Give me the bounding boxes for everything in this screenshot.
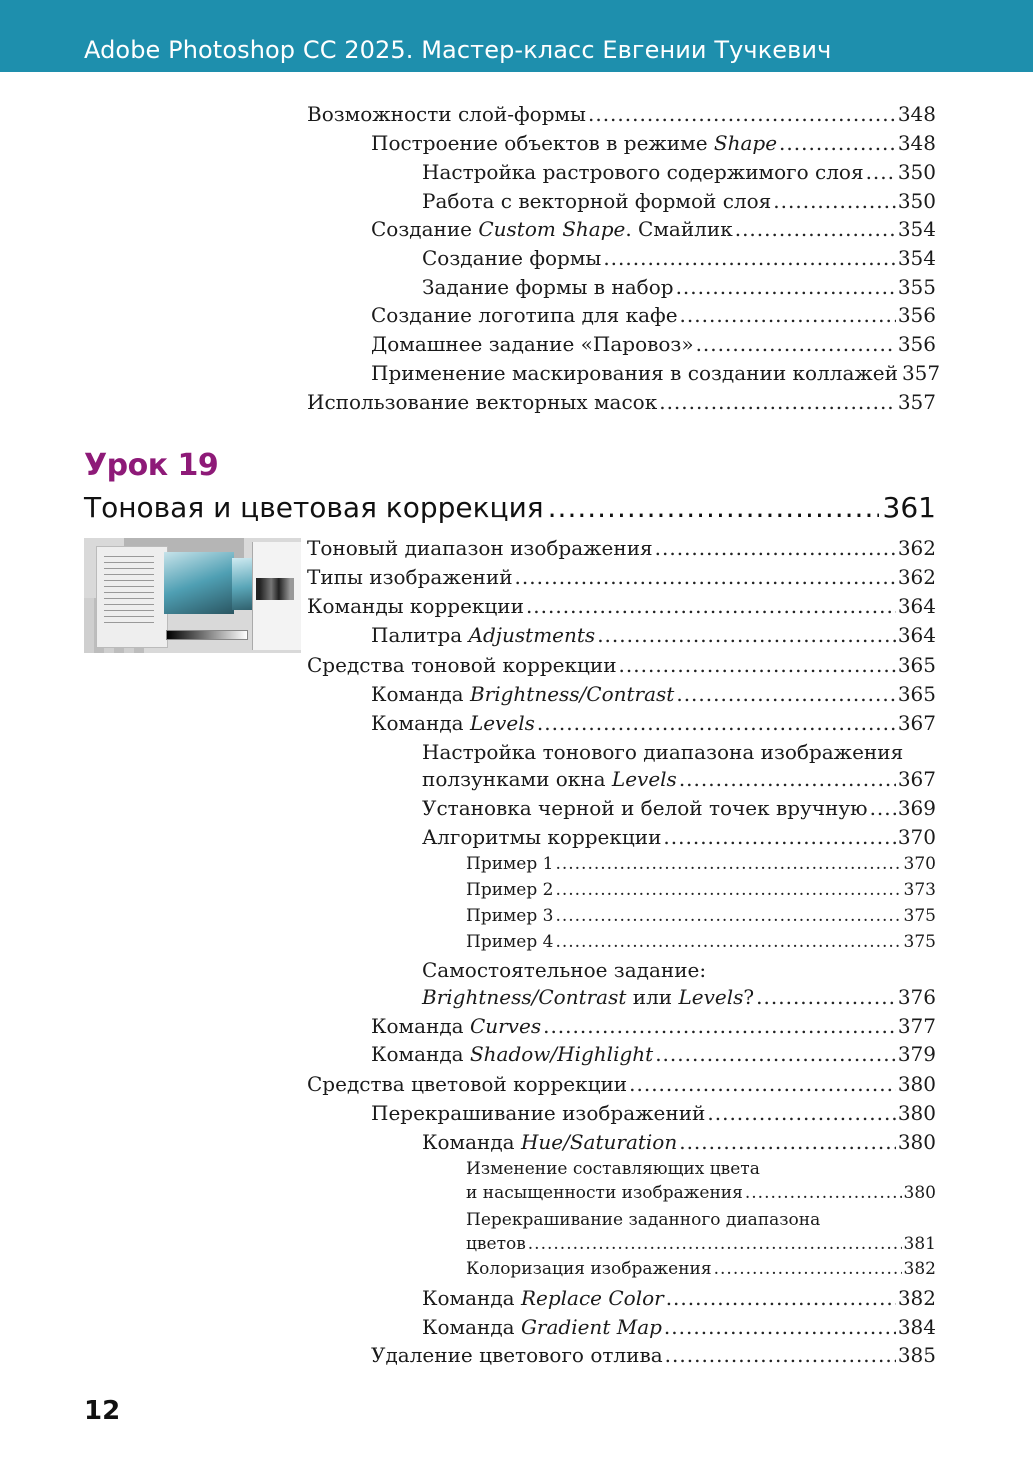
toc-entry: Построение объектов в режиме Shape ..... 348: [371, 130, 936, 156]
toc-entry: Использование векторных масок ..... 357: [307, 389, 936, 415]
toc-entry-line1: Изменение составляющих цвета: [466, 1159, 760, 1179]
toc-entry: Пример 1 ..... 370: [466, 852, 936, 876]
toc-entry: Средства тоновой коррекции ..... 365: [307, 652, 936, 678]
toc-entry: Пример 2 ..... 373: [466, 878, 936, 902]
toc-entry: Средства цветовой коррекции ..... 380: [307, 1071, 936, 1097]
page-number: 12: [84, 1396, 121, 1426]
toc-entry-line1: Перекрашивание заданного диапазона: [466, 1210, 821, 1230]
toc-entry: Brightness/Contrast или Levels? ..... 376: [422, 984, 936, 1010]
toc-entry: Настройка растрового содержимого слоя ..... 350: [422, 159, 936, 185]
page-header-band: [0, 0, 1033, 72]
toc-entry: Перекрашивание изображений ..... 380: [371, 1100, 936, 1126]
toc-entry-line1: Настройка тонового диапазона изображения: [422, 740, 904, 764]
toc-entry: Команда Gradient Map ..... 384: [422, 1314, 936, 1340]
toc-entry: Типы изображений ..... 362: [307, 564, 936, 590]
toc-entry: Команда Replace Color ..... 382: [422, 1285, 936, 1311]
toc-entry: Тоновый диапазон изображения ..... 362: [307, 535, 936, 561]
toc-entry: Возможности слой-формы ..... 348: [307, 101, 936, 127]
toc-entry: Команды коррекции ..... 364: [307, 593, 936, 619]
lesson-title: Тоновая и цветовая коррекция: [84, 491, 544, 524]
toc-entry: Команда Curves ..... 377: [371, 1013, 936, 1039]
lesson-title-row: [84, 489, 936, 527]
toc-entry: Установка черной и белой точек вручную ..... 369: [422, 795, 936, 821]
toc-entry: Создание Custom Shape. Смайлик ..... 354: [371, 216, 936, 242]
toc-entry: Палитра Adjustments ..... 364: [371, 622, 936, 648]
toc-entry: Удаление цветового отлива ..... 385: [371, 1342, 936, 1368]
toc-entry: Создание формы ..... 354: [422, 245, 936, 271]
lesson-label: Урок 19: [84, 448, 219, 483]
toc-entry: и насыщенности изображения ..... 380: [466, 1181, 936, 1205]
toc-entry: цветов ..... 381: [466, 1232, 936, 1256]
toc-entry: Алгоритмы коррекции ..... 370: [422, 824, 936, 850]
lesson-page: 361: [882, 491, 936, 524]
toc-entry: Создание логотипа для кафе ..... 356: [371, 302, 936, 328]
toc-entry: Домашнее задание «Паровоз» ..... 356: [371, 331, 936, 357]
toc-entry-line1: Самостоятельное задание:: [422, 958, 707, 982]
toc-entry: Задание формы в набор ..... 355: [422, 274, 936, 300]
toc-entry: Работа с векторной формой слоя ..... 350: [422, 188, 936, 214]
book-title: Adobe Photoshop CC 2025. Мастер-класс Евгении Тучкевич: [84, 36, 832, 64]
toc-entry: Команда Hue/Saturation ..... 380: [422, 1129, 936, 1155]
toc-entry: Колоризация изображения ..... 382: [466, 1257, 936, 1281]
toc-entry: Команда Levels ..... 367: [371, 710, 936, 736]
lesson-thumbnail-image: [84, 538, 301, 653]
toc-entry: Пример 4 ..... 375: [466, 930, 936, 954]
toc-entry: Пример 3 ..... 375: [466, 904, 936, 928]
toc-entry: Применение маскирования в создании коллажей 357: [371, 361, 941, 385]
toc-entry: Команда Brightness/Contrast ..... 365: [371, 681, 936, 707]
toc-entry: Команда Shadow/Highlight ..... 379: [371, 1041, 936, 1067]
toc-entry: ползунками окна Levels ..... 367: [422, 766, 936, 792]
